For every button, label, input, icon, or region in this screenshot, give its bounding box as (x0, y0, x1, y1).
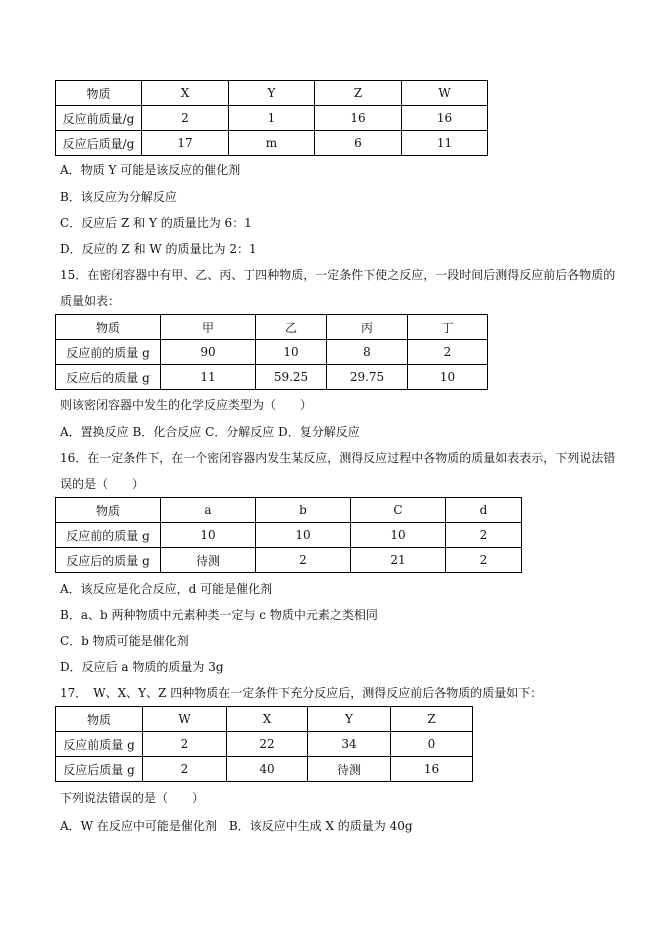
table-cell: 2 (256, 548, 351, 573)
table-cell: 物质 (56, 81, 142, 106)
table-cell: 40 (227, 757, 308, 782)
table-cell: 物质 (56, 315, 161, 340)
table-cell: 16 (391, 757, 473, 782)
q15-options: A．置换反应 B．化合反应 C．分解反应 D．复分解反应 (60, 425, 360, 439)
table-cell: a (161, 498, 256, 523)
table-cell: 反应后质量/g (56, 131, 142, 156)
q17-stem: 17． W、X、Y、Z 四种物质在一定条件下充分反应后，测得反应前后各物质的质量如下： (60, 686, 543, 700)
table-cell: 59.25 (256, 365, 327, 390)
table-cell: 6 (315, 131, 402, 156)
table-cell: 10 (351, 523, 446, 548)
table-cell: 2 (446, 548, 522, 573)
table-row (56, 106, 488, 131)
table-cell: 丁 (408, 315, 488, 340)
table-cell: 2 (408, 340, 488, 365)
table-row (56, 732, 473, 757)
table-cell: 反应前的质量 g (56, 523, 161, 548)
table-cell: C (351, 498, 446, 523)
table-cell: 11 (161, 365, 256, 390)
table-cell: 22 (227, 732, 308, 757)
table-cell: b (256, 498, 351, 523)
table-header-row (56, 315, 488, 340)
table-row (56, 131, 488, 156)
table-cell: 17 (142, 131, 229, 156)
q16-stem-line1: 16．在一定条件下，在一个密闭容器内发生某反应，测得反应过程中各物质的质量如表表示，下列说法错 (60, 451, 616, 465)
table-cell: 2 (143, 757, 227, 782)
q15-stem-line1: 15．在密闭容器中有甲、乙、丙、丁四种物质，一定条件下使之反应，一段时间后测得反应前后各物质的 (60, 268, 616, 282)
table-cell: Z (391, 707, 473, 732)
table-cell: 0 (391, 732, 473, 757)
q14-option-a: A．物质 Y 可能是该反应的催化剂 (60, 163, 241, 177)
table-cell: m (229, 131, 315, 156)
table-cell: 乙 (256, 315, 327, 340)
q16-option-c: C．b 物质可能是催化剂 (60, 634, 189, 648)
table-cell: 反应前的质量 g (56, 340, 161, 365)
q16-option-b: B．a、b 两种物质中元素种类一定与 c 物质中元素之类相同 (60, 608, 378, 622)
table-cell: 90 (161, 340, 256, 365)
q14-option-b: B．该反应为分解反应 (60, 190, 177, 204)
table-cell: 34 (308, 732, 391, 757)
table-cell: 丙 (327, 315, 408, 340)
table-cell: 16 (402, 106, 488, 131)
table-cell: 21 (351, 548, 446, 573)
q14-table (55, 80, 488, 156)
table-cell: 10 (161, 523, 256, 548)
q16-option-d: D．反应后 a 物质的质量为 3g (60, 660, 224, 674)
table-header-row (56, 81, 488, 106)
q16-option-a: A．该反应是化合反应，d 可能是催化剂 (60, 582, 273, 596)
q15-stem-line2: 质量如表： (60, 294, 121, 308)
q14-option-d: D．反应的 Z 和 W 的质量比为 2：1 (60, 242, 257, 256)
table-cell: d (446, 498, 522, 523)
table-cell: 8 (327, 340, 408, 365)
q17-table (55, 706, 473, 782)
table-cell: 10 (408, 365, 488, 390)
table-cell: 11 (402, 131, 488, 156)
table-cell: Y (308, 707, 391, 732)
table-cell: 物质 (56, 707, 143, 732)
table-row (56, 548, 522, 573)
table-row (56, 365, 488, 390)
table-cell: 16 (315, 106, 402, 131)
table-cell: 反应后的质量 g (56, 365, 161, 390)
table-cell: 待测 (161, 548, 256, 573)
table-cell: 待测 (308, 757, 391, 782)
table-cell: 10 (256, 340, 327, 365)
table-header-row (56, 707, 473, 732)
q15-question: 则该密闭容器中发生的化学反应类型为（ ） (60, 398, 313, 412)
table-cell: Z (315, 81, 402, 106)
q16-table (55, 497, 522, 573)
table-cell: 反应前质量 g (56, 732, 143, 757)
table-cell: X (142, 81, 229, 106)
table-cell: 2 (143, 732, 227, 757)
table-cell: X (227, 707, 308, 732)
table-cell: 反应后质量 g (56, 757, 143, 782)
table-row (56, 757, 473, 782)
table-cell: 反应前质量/g (56, 106, 142, 131)
q17-question: 下列说法错误的是（ ） (60, 791, 205, 805)
table-cell: W (143, 707, 227, 732)
table-cell: 2 (142, 106, 229, 131)
table-cell: 10 (256, 523, 351, 548)
table-row (56, 340, 488, 365)
table-cell: 反应后的质量 g (56, 548, 161, 573)
table-row (56, 523, 522, 548)
table-cell: 物质 (56, 498, 161, 523)
q14-option-c: C．反应后 Z 和 Y 的质量比为 6：1 (60, 216, 252, 230)
table-cell: W (402, 81, 488, 106)
q16-stem-line2: 误的是（ ） (60, 477, 145, 491)
table-cell: 2 (446, 523, 522, 548)
q15-table (55, 314, 488, 390)
table-cell: 甲 (161, 315, 256, 340)
table-header-row (56, 498, 522, 523)
q17-options: A．W 在反应中可能是催化剂 B．该反应中生成 X 的质量为 40g (60, 819, 413, 833)
table-cell: 1 (229, 106, 315, 131)
table-cell: 29.75 (327, 365, 408, 390)
table-cell: Y (229, 81, 315, 106)
